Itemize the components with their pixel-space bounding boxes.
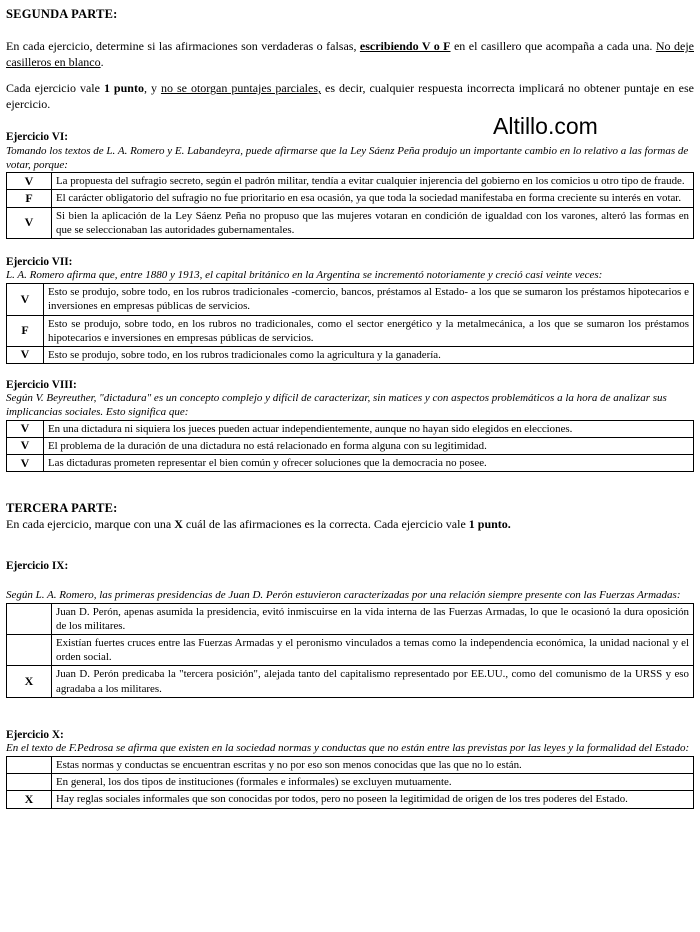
answer-cell[interactable]: V (7, 346, 44, 363)
statement-cell: Juan D. Perón predicaba la "tercera posición", alejada tanto del capitalismo representado por EE.UU., como del comunismo de la URSS y eso agradaba a los militares. (52, 666, 694, 697)
answer-cell[interactable]: V (7, 438, 44, 455)
table-row (7, 315, 694, 346)
answer-table (6, 283, 694, 364)
statement-cell: El problema de la duración de una dictadura no está relacionado en forma alguna con su legitimidad. (44, 438, 694, 455)
answer-cell[interactable] (7, 603, 52, 634)
exercise-intro: Según V. Beyreuther, "dictadura" es un concepto complejo y difícil de caracterizar, sin matices y con aspectos problemáticos a la hora de analizar sus implicancias sociales. Esto significa que: (6, 392, 667, 419)
answer-table (6, 756, 694, 809)
exercise-vi (6, 130, 694, 239)
section-heading-tercera: TERCERA PARTE: (6, 501, 118, 516)
table-row (7, 420, 694, 437)
statement-cell: El carácter obligatorio del sufragio no fue prioritario en esa ocasión, ya que toda la sociedad manifestaba en forma creciente su interés en votar. (52, 190, 694, 207)
table-row (7, 791, 694, 808)
table-row (7, 666, 694, 697)
exercise-title: Ejercicio VIII: (6, 379, 77, 392)
exercise-intro: Según L. A. Romero, las primeras presidencias de Juan D. Perón estuvieron caracterizadas por una relación siempre presente con las Fuerzas Armadas: (6, 589, 681, 602)
statement-cell: Existían fuertes cruces entre las Fuerzas Armadas y el peronismo vinculados a temas como la independencia económica, la unidad nacional y el orden social. (52, 635, 694, 666)
answer-cell[interactable]: V (7, 455, 44, 472)
exercise-intro: Tomando los textos de L. A. Romero y E. Labandeyra, puede afirmarse que la Ley Sáenz Peña produjo un importante cambio en lo relativo a las formas de votar, porque: (6, 144, 689, 171)
statement-cell: Estas normas y conductas se encuentran escritas y no por eso son menos conocidas que las que no lo están. (52, 757, 694, 774)
answer-table (6, 172, 694, 239)
table-row (7, 173, 694, 190)
table-row (7, 346, 694, 363)
exercise-intro: L. A. Romero afirma que, entre 1880 y 1913, el capital británico en la Argentina se incrementó notoriamente y creció casi veinte veces: (6, 269, 603, 282)
exercise-x (6, 728, 694, 809)
statement-cell: En una dictadura ni siquiera los jueces pueden actuar independientemente, aunque no hayan sido elegidos en elecciones. (44, 420, 694, 437)
instructions-true-false: En cada ejercicio, determine si las afirmaciones son verdaderas o falsas, escribiendo V o F en el casillero que acompaña a cada una. No deje casilleros en blanco. (6, 39, 694, 70)
statement-cell: La propuesta del sufragio secreto, según el padrón militar, tendía a evitar cualquier injerencia del gobierno en los comicios u otro tipo de fraude. (52, 173, 694, 190)
exercise-intro: En el texto de F.Pedrosa se afirma que existen en la sociedad normas y conductas que no están entre las previstas por las leyes y la formalidad del Estado: (6, 742, 690, 755)
table-row (7, 635, 694, 666)
altillo-watermark: Altillo.com (493, 113, 598, 139)
section-heading-segunda: SEGUNDA PARTE: (6, 7, 118, 21)
answer-cell[interactable]: F (7, 315, 44, 346)
answer-cell[interactable]: F (7, 190, 52, 207)
answer-cell[interactable]: V (7, 207, 52, 238)
exercise-viii (6, 378, 694, 472)
instruction-no-blank: No deje casilleros en blanco (6, 39, 694, 70)
table-row (7, 774, 694, 791)
points-value: 1 punto. (468, 517, 511, 532)
statement-cell: Las dictaduras prometen representar el bien común y ofrecer soluciones que la democracia no posee. (44, 455, 694, 472)
answer-cell[interactable] (7, 774, 52, 791)
answer-cell[interactable]: V (7, 284, 44, 315)
statement-cell: Esto se produjo, sobre todo, en los rubros tradicionales como la agricultura y la ganadería. (44, 346, 694, 363)
answer-cell[interactable]: X (7, 791, 52, 808)
table-row (7, 438, 694, 455)
no-partial-credit: no se otorgan puntajes parciales, (160, 81, 322, 96)
instructions-scoring: Cada ejercicio vale 1 punto, y no se otorgan puntajes parciales, es decir, cualquier respuesta incorrecta implicará no obtener puntaje en ese ejercicio. (6, 81, 694, 112)
exercise-title: Ejercicio VI: (6, 131, 69, 144)
answer-cell[interactable]: V (7, 420, 44, 437)
statement-cell: En general, los dos tipos de instituciones (formales e informales) se excluyen mutuamente. (52, 774, 694, 791)
exercise-title: Ejercicio X: (6, 728, 64, 741)
exercise-title: Ejercicio IX: (6, 559, 69, 572)
mark-symbol: X (174, 517, 183, 532)
table-row (7, 603, 694, 634)
table-row (7, 455, 694, 472)
exercise-title: Ejercicio VII: (6, 255, 73, 268)
table-row (7, 757, 694, 774)
exercise-vii (6, 255, 694, 364)
table-row (7, 190, 694, 207)
answer-table (6, 603, 694, 698)
statement-cell: Juan D. Perón, apenas asumida la presidencia, evitó inmiscuirse en la vida interna de las Fuerzas Armadas, lo que le ocasionó la dura oposición de los militares. (52, 603, 694, 634)
statement-cell: Esto se produjo, sobre todo, en los rubros tradicionales -comercio, bancos, préstamos al Estado- a los que se sumaron los préstamos hipotecarios e inversiones en empresas públicas de servicios. (44, 284, 694, 315)
statement-cell: Si bien la aplicación de la Ley Sáenz Peña no propuso que las mujeres votaran en condición de igualdad con los varones, alteró las formas en que se seleccionaban las autoridades gubernamentales. (52, 207, 694, 238)
statement-cell: Hay reglas sociales informales que son conocidas por todos, pero no poseen la legitimidad de origen de los tres poderes del Estado. (52, 791, 694, 808)
table-row (7, 207, 694, 238)
exercise-ix (6, 559, 694, 698)
answer-cell[interactable] (7, 635, 52, 666)
answer-cell[interactable]: V (7, 173, 52, 190)
instructions-multiple-choice: En cada ejercicio, marque con una X cuál de las afirmaciones es la correcta. Cada ejercicio vale 1 punto. (6, 517, 511, 532)
instruction-emphasis: escribiendo V o F (359, 39, 451, 53)
table-row (7, 284, 694, 315)
answer-cell[interactable] (7, 757, 52, 774)
answer-cell[interactable]: X (7, 666, 52, 697)
answer-table (6, 420, 694, 473)
statement-cell: Esto se produjo, sobre todo, en los rubros no tradicionales, como el sector energético y la metalmecánica, a los que se sumaron los préstamos hipotecarios e inversiones en empresas públicas de servicios. (44, 315, 694, 346)
points-value: 1 punto (103, 81, 144, 96)
